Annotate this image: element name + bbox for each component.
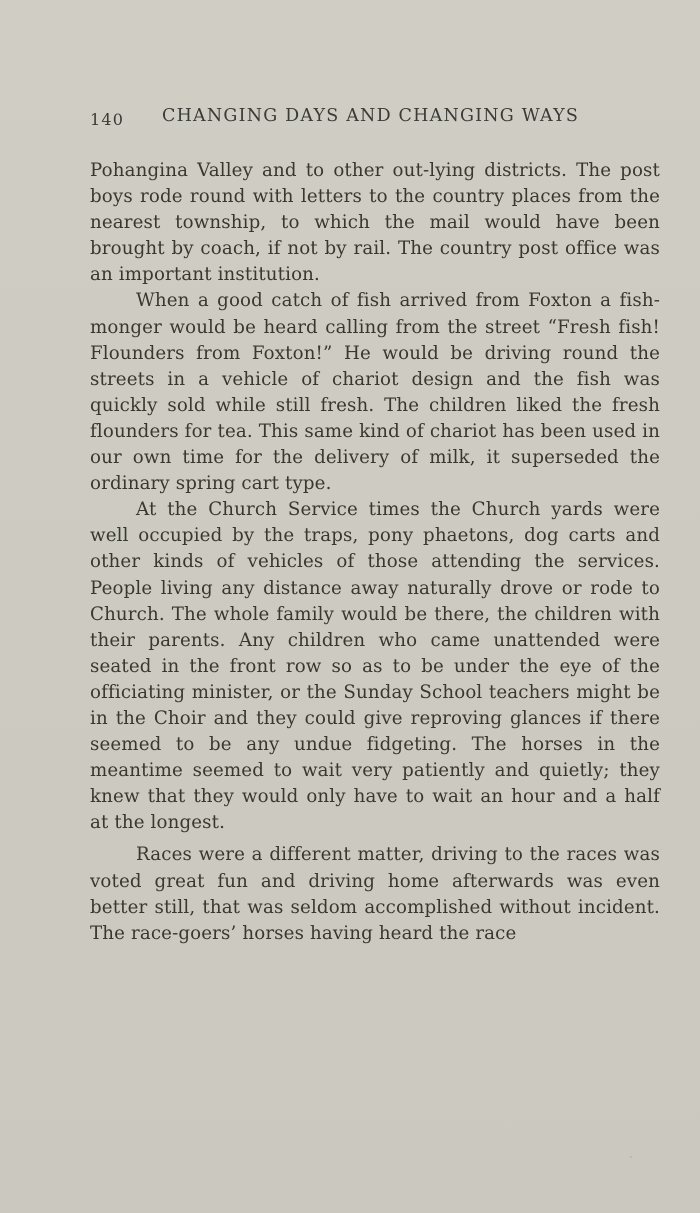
running-head: CHANGING DAYS AND CHANGING WAYS	[162, 106, 580, 126]
paragraph: Races were a different matter, driving to the races was voted great fun and driving home afterwards was even better still, that was seldom accomplished without incident. The race-goers’ horses having heard the race	[90, 844, 660, 944]
page-body	[90, 158, 660, 947]
paragraph: At the Church Service times the Church yards were well occupied by the traps, pony phaetons, dog carts and other kinds of vehicles of those attending the services. People living any distance away naturally drove or rode to Church. The whole family would be there, the children with their parents. Any children who came unattended were seated in the front row so as to be under the eye of the officiating minister, or the Sunday School teachers might be in the Choir and they could give reproving glances if there seemed to be any undue fidgeting. The horses in the meantime seemed to wait very patiently and quietly; they knew that they would only have to wait an hour and a half at the longest.	[90, 499, 660, 834]
paragraph: When a good catch of fish arrived from Foxton a fish-monger would be heard calling from the street “Fresh fish! Flounders from Foxton!” He would be driving round the streets in a vehicle of chariot design and the fish was quickly sold while still fresh. The children liked the fresh flounders for tea. This same kind of chariot has been used in our own time for the delivery of milk, it superseded the ordinary spring cart type.	[90, 290, 660, 495]
page-header	[90, 106, 610, 136]
paragraph: Pohangina Valley and to other out-lying districts. The post boys rode round with letters to the country places from the nearest township, to which the mail would have been brought by coach, if not by rail. The country post office was an important institution.	[90, 160, 660, 286]
page-number: 140	[90, 110, 125, 129]
paper-speck	[630, 1156, 632, 1158]
